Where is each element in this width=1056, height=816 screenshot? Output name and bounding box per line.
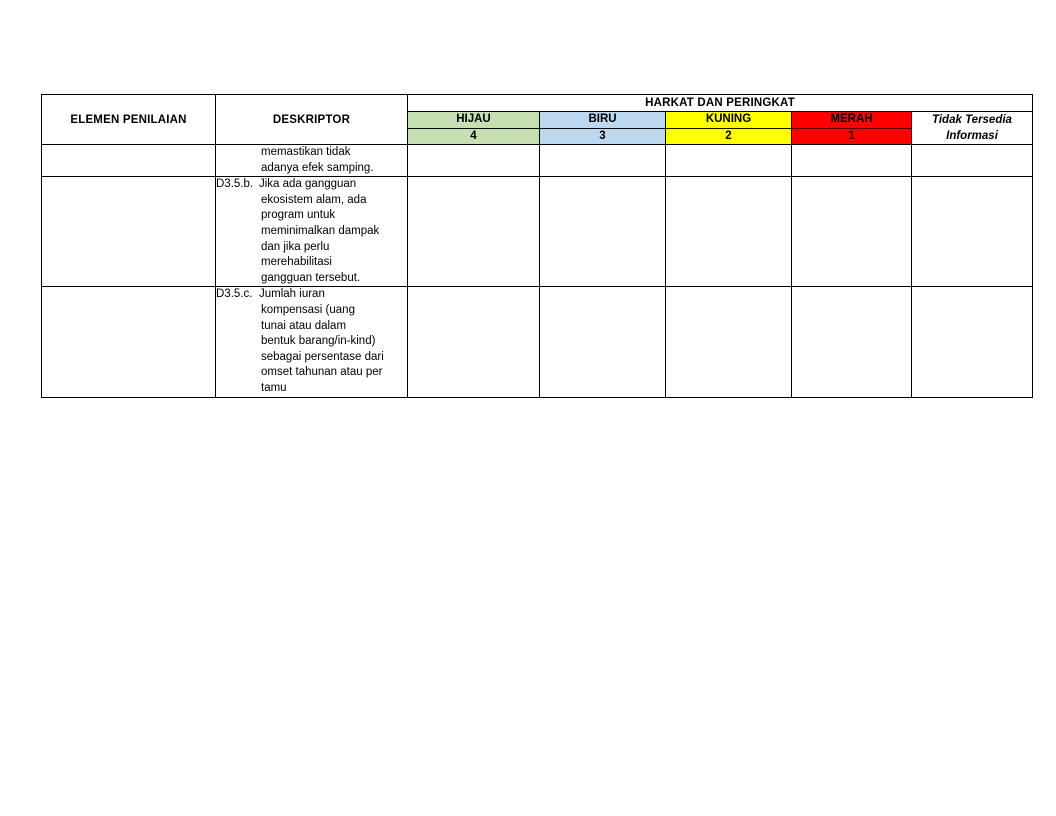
grade-label-biru: BIRU	[540, 112, 666, 129]
elemen-cell	[42, 177, 216, 287]
descriptor-line: gangguan tersebut.	[261, 271, 361, 284]
grade-score-kuning: 2	[666, 128, 792, 145]
score-cell-kuning	[666, 145, 792, 177]
header-elemen-penilaian: ELEMEN PENILAIAN	[42, 95, 216, 145]
descriptor-line: memastikan tidak	[261, 146, 351, 158]
header-deskriptor: DESKRIPTOR	[216, 95, 408, 145]
score-cell-kuning	[666, 287, 792, 397]
score-cell-hijau	[408, 145, 540, 177]
descriptor-line: meminimalkan dampak	[261, 224, 380, 237]
table-row	[42, 287, 1033, 397]
descriptor-cell	[216, 145, 408, 177]
descriptor-cell	[216, 177, 408, 287]
header-tidak-tersedia	[912, 112, 1033, 145]
score-cell-biru	[540, 287, 666, 397]
score-cell-hijau	[408, 287, 540, 397]
score-cell-biru	[540, 177, 666, 287]
not-available-line2: Informasi	[946, 130, 998, 142]
descriptor-line: tamu	[261, 381, 287, 394]
descriptor-line: merehabilitasi	[261, 256, 332, 269]
score-cell-na	[912, 287, 1033, 397]
grade-score-hijau: 4	[408, 128, 540, 145]
descriptor-line: dan jika perlu	[261, 240, 330, 253]
descriptor-line: Jika ada gangguan	[259, 178, 357, 191]
descriptor-line: kompensasi (uang	[261, 303, 355, 316]
descriptor-code: D3.5.b.	[216, 178, 254, 191]
table-row	[42, 177, 1033, 287]
not-available-line1: Tidak Tersedia	[932, 114, 1012, 126]
descriptor-line: bentuk barang/in-kind)	[261, 335, 376, 348]
table-row	[42, 145, 1033, 177]
score-cell-na	[912, 145, 1033, 177]
descriptor-line: program untuk	[261, 209, 336, 222]
grade-label-kuning: KUNING	[666, 112, 792, 129]
descriptor-line: omset tahunan atau per	[261, 366, 383, 379]
assessment-table	[41, 94, 1033, 398]
descriptor-line: Jumlah iuran	[259, 288, 325, 301]
elemen-cell	[42, 287, 216, 397]
score-cell-merah	[792, 287, 912, 397]
grade-label-hijau: HIJAU	[408, 112, 540, 129]
grade-label-merah: MERAH	[792, 112, 912, 129]
descriptor-cell	[216, 287, 408, 397]
descriptor-line: sebagai persentase dari	[261, 350, 384, 363]
header-harkat-peringkat: HARKAT DAN PERINGKAT	[408, 95, 1033, 112]
score-cell-na	[912, 177, 1033, 287]
score-cell-merah	[792, 177, 912, 287]
descriptor-line: tunai atau dalam	[261, 319, 347, 332]
grade-score-merah: 1	[792, 128, 912, 145]
elemen-cell	[42, 145, 216, 177]
score-cell-merah	[792, 145, 912, 177]
score-cell-hijau	[408, 177, 540, 287]
grade-score-biru: 3	[540, 128, 666, 145]
score-cell-kuning	[666, 177, 792, 287]
score-cell-biru	[540, 145, 666, 177]
descriptor-line: adanya efek samping.	[261, 161, 374, 174]
descriptor-code: D3.5.c.	[216, 288, 253, 301]
descriptor-line: ekosistem alam, ada	[261, 193, 367, 206]
